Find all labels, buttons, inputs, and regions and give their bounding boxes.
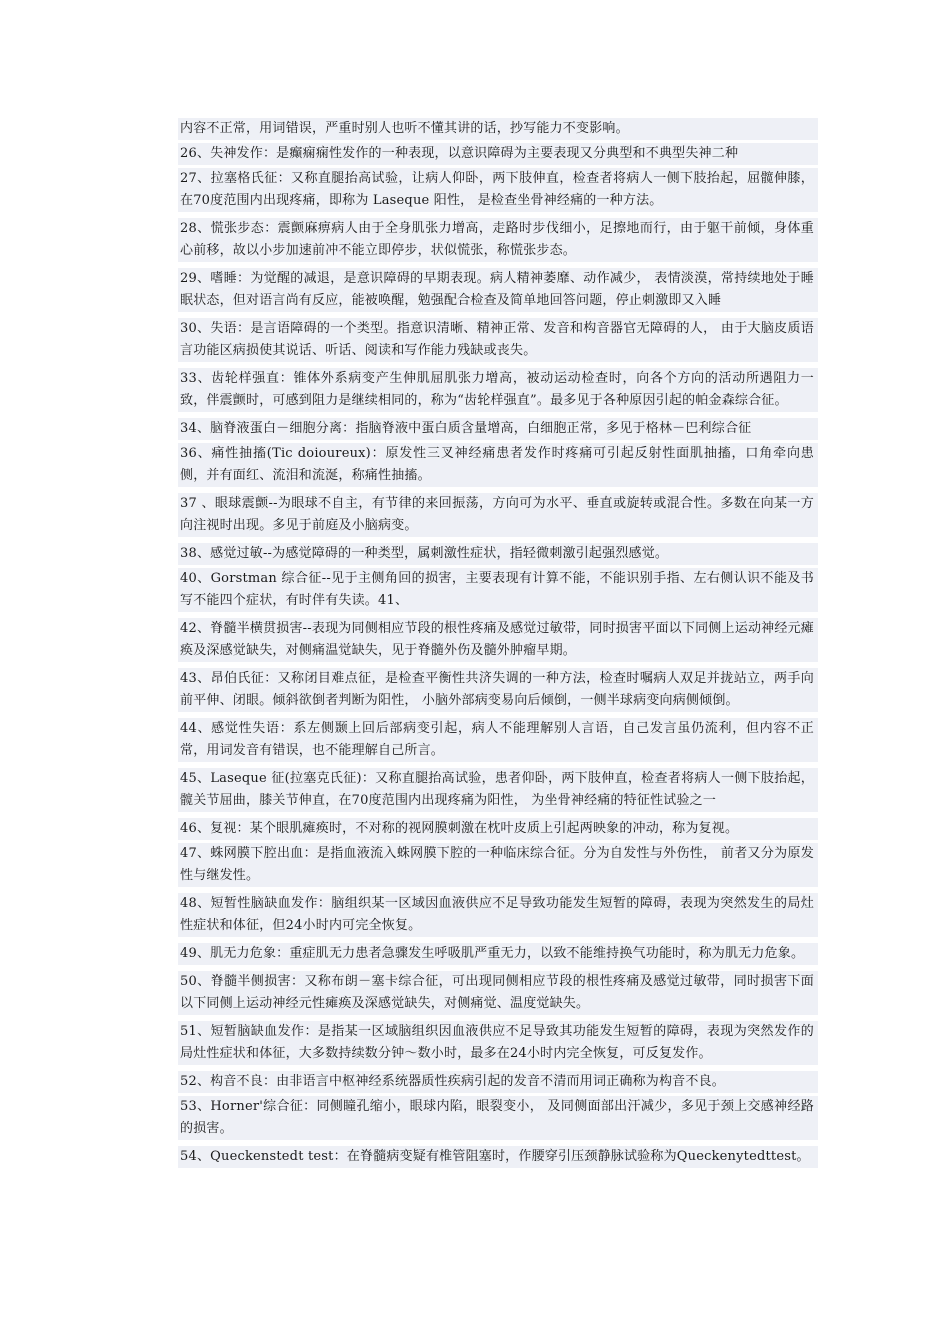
entry-40-gerstmann-syndrome: 40、Gorstman 综合征--见于主侧角回的损害，主要表现有计算不能，不能识别手指、左右侧认识不能及书写不能四个症状，有时伴有失读。41、 xyxy=(178,568,818,612)
document-body xyxy=(178,118,818,1171)
entry-30-aphasia: 30、失语：是言语障碍的一个类型。指意识清晰、精神正常、发音和构音器官无障碍的人， 由于大脑皮质语言功能区病损使其说话、听话、阅读和写作能力残缺或丧失。 xyxy=(178,318,818,362)
entry-42-hemisection-spinal-cord: 42、脊髓半横贯损害--表现为同侧相应节段的根性疼痛及感觉过敏带，同时损害平面以下同侧上运动神经元瘫痪及深感觉缺失，对侧痛温觉缺失，见于脊髓外伤及髓外肿瘤早期。 xyxy=(178,618,818,662)
entry-aphasia-continuation: 内容不正常，用词错误，严重时别人也听不懂其讲的话，抄写能力不变影响。 xyxy=(178,118,818,140)
entry-28-festinating-gait: 28、慌张步态：震颤麻痹病人由于全身肌张力增高，走路时步伐细小，足擦地而行，由于躯干前倾，身体重心前移，故以小步加速前冲不能立即停步，状似慌张，称慌张步态。 xyxy=(178,218,818,262)
entry-52-dysarthria: 52、构音不良：由非语言中枢神经系统器质性疾病引起的发音不清而用词正确称为构音不良。 xyxy=(178,1071,818,1093)
entry-50-brown-sequard: 50、脊髓半侧损害：又称布朗－塞卡综合征，可出现同侧相应节段的根性疼痛及感觉过敏带，同时损害下面以下同侧上运动神经元性瘫痪及深感觉缺失，对侧痛觉、温度觉缺失。 xyxy=(178,971,818,1015)
entry-44-sensory-aphasia: 44、感觉性失语：系左侧颞上回后部病变引起，病人不能理解别人言语，自己发言虽仍流利，但内容不正常，用词发音有错误，也不能理解自己所言。 xyxy=(178,718,818,762)
entry-51-tia: 51、短暂脑缺血发作：是指某一区域脑组织因血液供应不足导致其功能发生短暂的障碍，表现为突然发作的局灶性症状和体征，大多数持续数分钟～数小时，最多在24小时内完全恢复，可反复发作。 xyxy=(178,1021,818,1065)
entry-37-nystagmus: 37 、眼球震颤--为眼球不自主，有节律的来回振荡，方向可为水平、垂直或旋转或混合性。多数在向某一方向注视时出现。多见于前庭及小脑病变。 xyxy=(178,493,818,537)
entry-36-tic-douloureux: 36、痛性抽搐(Tic doioureux)：原发性三叉神经痛患者发作时疼痛可引起反射性面肌抽搐，口角牵向患侧，并有面红、流泪和流涎，称痛性抽搐。 xyxy=(178,443,818,487)
entry-33-cogwheel-rigidity: 33、齿轮样强直：锥体外系病变产生伸肌屈肌张力增高，被动运动检查时，向各个方向的活动所遇阻力一致，伴震颤时，可感到阻力是继续相同的，称为“齿轮样强直”。最多见于各种原因引起的帕金森综合征。 xyxy=(178,368,818,412)
entry-49-myasthenic-crisis: 49、肌无力危象：重症肌无力患者急骤发生呼吸肌严重无力，以致不能维持换气功能时，称为肌无力危象。 xyxy=(178,943,818,965)
entry-34-albuminocytologic-dissociation: 34、脑脊液蛋白－细胞分离：指脑脊液中蛋白质含量增高，白细胞正常，多见于格林－巴利综合征 xyxy=(178,418,818,440)
entry-27-lasegue-sign: 27、拉塞格氏征：又称直腿抬高试验，让病人仰卧，两下肢伸直，检查者将病人一侧下肢抬起，屈髋伸膝，在70度范围内出现疼痛，即称为 Laseque 阳性， 是检查坐骨神经痛的一种方法。 xyxy=(178,168,818,212)
entry-45-laseque-sign: 45、Laseque 征(拉塞克氏征)：又称直腿抬高试验，患者仰卧，两下肢伸直，检查者将病人一侧下肢抬起，髋关节屈曲，膝关节伸直，在70度范围内出现疼痛为阳性， 为坐骨神经痛的特征性试验之一 xyxy=(178,768,818,812)
entry-26-absence-seizure: 26、失神发作：是癫痫痫性发作的一种表现，以意识障碍为主要表现又分典型和不典型失神二种 xyxy=(178,143,818,165)
entry-54-queckenstedt-test: 54、Queckenstedt test：在脊髓病变疑有椎管阻塞时，作腰穿引压颈静脉试验称为Queckenytedttest。 xyxy=(178,1146,818,1168)
entry-47-subarachnoid-hemorrhage: 47、蛛网膜下腔出血：是指血液流入蛛网膜下腔的一种临床综合征。分为自发性与外伤性， 前者又分为原发性与继发性。 xyxy=(178,843,818,887)
entry-46-diplopia: 46、复视：某个眼肌瘫痪时，不对称的视网膜刺激在枕叶皮质上引起两映象的冲动，称为复视。 xyxy=(178,818,818,840)
entry-48-transient-ischemic-attack: 48、短暂性脑缺血发作：脑组织某一区域因血液供应不足导致功能发生短暂的障碍，表现为突然发生的局灶性症状和体征，但24小时内可完全恢复。 xyxy=(178,893,818,937)
entry-38-hyperesthesia: 38、感觉过敏--为感觉障碍的一种类型，属刺激性症状，指轻微刺激引起强烈感觉。 xyxy=(178,543,818,565)
entry-43-romberg-sign: 43、昂伯氏征：又称闭目难点征，是检查平衡性共济失调的一种方法，检查时嘱病人双足并拢站立，两手向前平伸、闭眼。倾斜欲倒者判断为阳性， 小脑外部病变易向后倾倒，一侧半球病变向病侧倾倒。 xyxy=(178,668,818,712)
entry-29-somnolence: 29、嗜睡：为觉醒的减退，是意识障碍的早期表现。病人精神萎靡、动作减少， 表情淡漠，常持续地处于睡眠状态，但对语言尚有反应，能被唤醒，勉强配合检查及简单地回答问题，停止刺激即又入睡 xyxy=(178,268,818,312)
entry-53-horner-syndrome: 53、Horner'综合征：同侧瞳孔缩小，眼球内陷，眼裂变小， 及同侧面部出汗减少，多见于颈上交感神经路的损害。 xyxy=(178,1096,818,1140)
